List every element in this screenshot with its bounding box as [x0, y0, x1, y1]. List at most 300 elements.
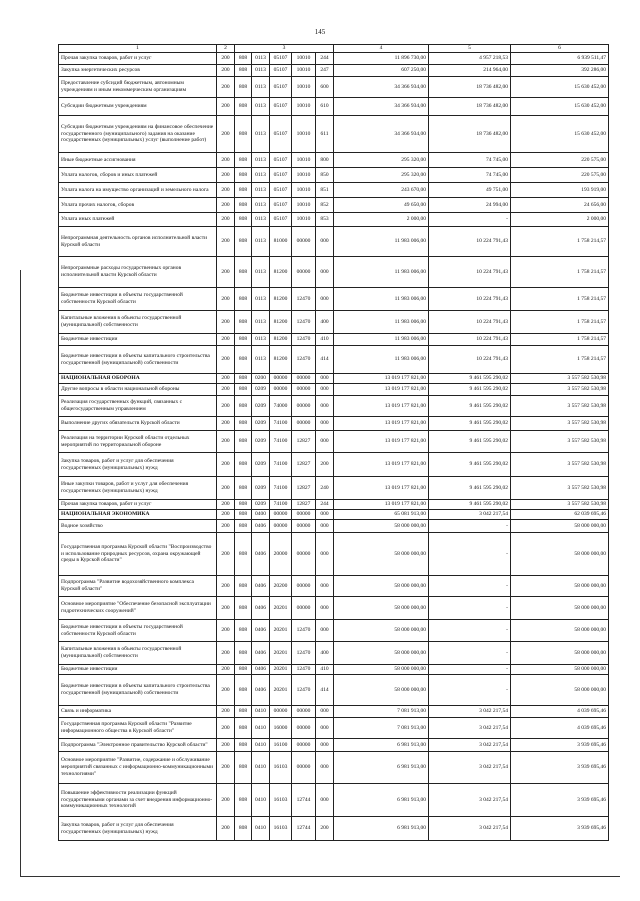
code-cell: 808 — [235, 675, 252, 706]
row-name: Основное мероприятие "Развитие, содержание и обслуживание мероприятий связанных с информационно-коммуникационными технологиями" — [59, 752, 217, 784]
row-name: Предоставление субсидий бюджетным, автономным учреждениям и иным некоммерческим организациям — [59, 77, 217, 98]
table-row — [59, 396, 609, 417]
amount-cell: 11 983 006,00 — [334, 288, 429, 311]
table-row — [59, 116, 609, 153]
code-cell: 200 — [217, 53, 235, 65]
table-body — [59, 53, 609, 841]
table-row — [59, 311, 609, 334]
code-cell: 16103 — [270, 817, 292, 841]
amount-cell: 220 575,00 — [511, 168, 609, 183]
code-cell: 200 — [217, 500, 235, 510]
code-cell: 0113 — [252, 198, 270, 213]
amount-cell: 6 939 511,47 — [511, 53, 609, 65]
amount-cell: - — [429, 675, 511, 706]
code-cell: 12470 — [292, 675, 316, 706]
code-cell: 81000 — [270, 227, 292, 257]
table-row — [59, 98, 609, 116]
table-row — [59, 288, 609, 311]
amount-cell: - — [429, 213, 511, 227]
code-cell: 600 — [316, 77, 334, 98]
row-name: Субсидии бюджетным учреждениям — [59, 98, 217, 116]
amount-cell: 3 042 217,54 — [429, 706, 511, 718]
code-cell: 16100 — [270, 739, 292, 752]
code-cell: 808 — [235, 718, 252, 739]
code-cell: 808 — [235, 227, 252, 257]
code-cell: 808 — [235, 384, 252, 396]
code-cell: 808 — [235, 53, 252, 65]
code-cell: 414 — [316, 675, 334, 706]
amount-cell: - — [429, 642, 511, 665]
amount-cell: 10 224 791,43 — [429, 257, 511, 288]
code-cell: 0209 — [252, 417, 270, 431]
code-cell: 808 — [235, 453, 252, 477]
code-cell: 808 — [235, 334, 252, 346]
row-name: Связь и информатика — [59, 706, 217, 718]
amount-cell: 58 000 000,00 — [511, 576, 609, 597]
code-cell: 00000 — [270, 374, 292, 384]
code-cell: 0209 — [252, 453, 270, 477]
code-cell: 853 — [316, 213, 334, 227]
code-cell: 0406 — [252, 533, 270, 576]
amount-cell: 15 630 452,00 — [511, 98, 609, 116]
code-cell: 12470 — [292, 620, 316, 642]
code-cell: 00000 — [292, 257, 316, 288]
amount-cell: 15 630 452,00 — [511, 77, 609, 98]
table-row — [59, 784, 609, 817]
code-cell: 414 — [316, 346, 334, 374]
code-cell: 74100 — [270, 500, 292, 510]
code-cell: 00000 — [292, 752, 316, 784]
code-cell: 0410 — [252, 817, 270, 841]
row-name: Капитальные вложения в объекты государственной (муниципальной) собственности — [59, 311, 217, 334]
amount-cell: 3 557 582 530,98 — [511, 417, 609, 431]
code-cell: 808 — [235, 98, 252, 116]
table-row — [59, 153, 609, 168]
code-cell: 200 — [217, 784, 235, 817]
amount-cell: 13 019 177 821,00 — [334, 453, 429, 477]
code-cell: 000 — [316, 431, 334, 453]
header-cell: 6 — [511, 45, 609, 53]
amount-cell: 34 366 934,00 — [334, 98, 429, 116]
amount-cell: 24 994,00 — [429, 198, 511, 213]
table-row — [59, 431, 609, 453]
amount-cell: 3 557 582 530,98 — [511, 500, 609, 510]
code-cell: 000 — [316, 288, 334, 311]
code-cell: 808 — [235, 520, 252, 533]
code-cell: 05107 — [270, 116, 292, 153]
table-row — [59, 65, 609, 77]
page-number: 145 — [314, 28, 326, 36]
code-cell: 00000 — [292, 510, 316, 520]
amount-cell: 34 366 934,00 — [334, 116, 429, 153]
code-cell: 0113 — [252, 153, 270, 168]
code-cell: 10010 — [292, 198, 316, 213]
table-row — [59, 675, 609, 706]
code-cell: 0113 — [252, 168, 270, 183]
code-cell: 12470 — [292, 665, 316, 675]
row-name: НАЦИОНАЛЬНАЯ ЭКОНОМИКА — [59, 510, 217, 520]
header-row — [59, 45, 609, 53]
code-cell: 200 — [217, 620, 235, 642]
code-cell: 0406 — [252, 576, 270, 597]
code-cell: 808 — [235, 77, 252, 98]
amount-cell: 193 919,00 — [511, 183, 609, 198]
code-cell: 0406 — [252, 597, 270, 620]
code-cell: 10010 — [292, 116, 316, 153]
code-cell: 0113 — [252, 288, 270, 311]
code-cell: 808 — [235, 642, 252, 665]
code-cell: 0400 — [252, 510, 270, 520]
table-row — [59, 510, 609, 520]
code-cell: 410 — [316, 334, 334, 346]
amount-cell: 13 019 177 821,00 — [334, 431, 429, 453]
code-cell: 81200 — [270, 257, 292, 288]
row-name: Подпрограмма "Развитие водохозяйственного комплекса Курской области" — [59, 576, 217, 597]
table-row — [59, 334, 609, 346]
amount-cell: 3 042 217,54 — [429, 817, 511, 841]
code-cell: 12827 — [292, 453, 316, 477]
code-cell: 200 — [217, 257, 235, 288]
code-cell: 200 — [217, 77, 235, 98]
code-cell: 200 — [217, 510, 235, 520]
code-cell: 000 — [316, 520, 334, 533]
amount-cell: 13 019 177 821,00 — [334, 417, 429, 431]
amount-cell: 4 039 695,46 — [511, 706, 609, 718]
row-name: Иные бюджетные ассигнования — [59, 153, 217, 168]
amount-cell: 65 081 913,00 — [334, 510, 429, 520]
amount-cell: 58 000 000,00 — [511, 597, 609, 620]
header-cell: 3 — [235, 45, 334, 53]
code-cell: 200 — [217, 817, 235, 841]
left-edge-line — [20, 270, 21, 877]
amount-cell: 58 000 000,00 — [334, 642, 429, 665]
amount-cell: 6 981 913,00 — [334, 817, 429, 841]
table-row — [59, 739, 609, 752]
row-name: Бюджетные инвестиции — [59, 665, 217, 675]
code-cell: 12470 — [292, 334, 316, 346]
code-cell: 000 — [316, 533, 334, 576]
amount-cell: 58 000 000,00 — [334, 597, 429, 620]
amount-cell: 10 224 791,43 — [429, 227, 511, 257]
header-cell: 2 — [217, 45, 235, 53]
amount-cell: - — [429, 665, 511, 675]
amount-cell: 9 461 595 290,02 — [429, 431, 511, 453]
amount-cell: 11 983 006,00 — [334, 311, 429, 334]
code-cell: 0113 — [252, 311, 270, 334]
code-cell: 200 — [217, 417, 235, 431]
table-row — [59, 213, 609, 227]
amount-cell: 10 224 791,43 — [429, 288, 511, 311]
row-name: Уплата прочих налогов, сборов — [59, 198, 217, 213]
amount-cell: 9 461 595 290,02 — [429, 374, 511, 384]
amount-cell: 2 000,00 — [334, 213, 429, 227]
code-cell: 16103 — [270, 784, 292, 817]
code-cell: 05107 — [270, 77, 292, 98]
amount-cell: 607 250,00 — [334, 65, 429, 77]
code-cell: 05107 — [270, 168, 292, 183]
code-cell: 00000 — [292, 718, 316, 739]
amount-cell: 6 981 913,00 — [334, 752, 429, 784]
code-cell: 000 — [316, 752, 334, 784]
code-cell: 200 — [217, 665, 235, 675]
code-cell: 200 — [217, 384, 235, 396]
code-cell: 20201 — [270, 642, 292, 665]
row-name: Реализация государственных функций, связанных с общегосударственным управлением — [59, 396, 217, 417]
amount-cell: 1 758 214,57 — [511, 257, 609, 288]
code-cell: 12744 — [292, 817, 316, 841]
code-cell: 74100 — [270, 431, 292, 453]
amount-cell: 58 000 000,00 — [334, 675, 429, 706]
row-name: Непрограммная деятельность органов исполнительной власти Курской области — [59, 227, 217, 257]
table-row — [59, 168, 609, 183]
code-cell: 12744 — [292, 784, 316, 817]
code-cell: 12470 — [292, 311, 316, 334]
table-row — [59, 642, 609, 665]
amount-cell: 295 320,00 — [334, 153, 429, 168]
amount-cell: 49 751,00 — [429, 183, 511, 198]
code-cell: 05107 — [270, 198, 292, 213]
code-cell: 808 — [235, 311, 252, 334]
amount-cell: 11 983 006,00 — [334, 346, 429, 374]
amount-cell: 7 081 913,00 — [334, 706, 429, 718]
amount-cell: 9 461 595 290,02 — [429, 417, 511, 431]
code-cell: 0200 — [252, 374, 270, 384]
amount-cell: 24 656,00 — [511, 198, 609, 213]
code-cell: 0209 — [252, 396, 270, 417]
row-name: Выполнение других обязательств Курской области — [59, 417, 217, 431]
code-cell: 00000 — [292, 706, 316, 718]
amount-cell: 74 745,00 — [429, 168, 511, 183]
code-cell: 0209 — [252, 477, 270, 500]
table-row — [59, 477, 609, 500]
amount-cell: 34 366 934,00 — [334, 77, 429, 98]
amount-cell: - — [429, 576, 511, 597]
code-cell: 808 — [235, 533, 252, 576]
code-cell: 12827 — [292, 477, 316, 500]
code-cell: 000 — [316, 510, 334, 520]
code-cell: 808 — [235, 153, 252, 168]
table-row — [59, 257, 609, 288]
header-cell: 4 — [334, 45, 429, 53]
code-cell: 0410 — [252, 784, 270, 817]
amount-cell: 13 019 177 821,00 — [334, 477, 429, 500]
code-cell: 20201 — [270, 597, 292, 620]
amount-cell: 392 286,00 — [511, 65, 609, 77]
code-cell: 808 — [235, 374, 252, 384]
amount-cell: 4 039 695,46 — [511, 718, 609, 739]
code-cell: 200 — [217, 227, 235, 257]
code-cell: 00000 — [292, 227, 316, 257]
amount-cell: 10 224 791,43 — [429, 334, 511, 346]
code-cell: 05107 — [270, 65, 292, 77]
table-row — [59, 620, 609, 642]
code-cell: 00000 — [292, 520, 316, 533]
code-cell: 200 — [217, 520, 235, 533]
code-cell: 247 — [316, 65, 334, 77]
code-cell: 400 — [316, 642, 334, 665]
code-cell: 808 — [235, 396, 252, 417]
code-cell: 200 — [217, 346, 235, 374]
amount-cell: 11 896 730,00 — [334, 53, 429, 65]
row-name: Бюджетные инвестиции в объекты капитального строительства государственной (муниципальной) собственности — [59, 346, 217, 374]
amount-cell: 6 981 913,00 — [334, 739, 429, 752]
code-cell: 00000 — [270, 384, 292, 396]
row-name: Уплата налогов, сборов и иных платежей — [59, 168, 217, 183]
row-name: НАЦИОНАЛЬНАЯ ОБОРОНА — [59, 374, 217, 384]
code-cell: 200 — [217, 396, 235, 417]
amount-cell: 13 019 177 821,00 — [334, 396, 429, 417]
code-cell: 610 — [316, 98, 334, 116]
amount-cell: 15 630 452,00 — [511, 116, 609, 153]
code-cell: 10010 — [292, 98, 316, 116]
code-cell: 0410 — [252, 752, 270, 784]
code-cell: 0113 — [252, 334, 270, 346]
code-cell: 0406 — [252, 665, 270, 675]
code-cell: 200 — [217, 183, 235, 198]
code-cell: 808 — [235, 288, 252, 311]
table-row — [59, 576, 609, 597]
code-cell: 0113 — [252, 183, 270, 198]
amount-cell: 3 042 217,54 — [429, 739, 511, 752]
amount-cell: 13 019 177 821,00 — [334, 500, 429, 510]
amount-cell: 3 557 582 530,98 — [511, 384, 609, 396]
amount-cell: 3 557 582 530,98 — [511, 374, 609, 384]
amount-cell: 11 983 006,00 — [334, 227, 429, 257]
code-cell: 0410 — [252, 706, 270, 718]
code-cell: 200 — [217, 752, 235, 784]
row-name: Капитальные вложения в объекты государственной (муниципальной) собственности — [59, 642, 217, 665]
code-cell: 000 — [316, 576, 334, 597]
code-cell: 808 — [235, 213, 252, 227]
code-cell: 808 — [235, 198, 252, 213]
code-cell: 200 — [217, 288, 235, 311]
amount-cell: 62 039 695,46 — [511, 510, 609, 520]
code-cell: 000 — [316, 384, 334, 396]
row-name: Уплата налога на имущество организаций и земельного налога — [59, 183, 217, 198]
table-row — [59, 520, 609, 533]
code-cell: 00000 — [292, 597, 316, 620]
code-cell: 0113 — [252, 65, 270, 77]
table-row — [59, 453, 609, 477]
code-cell: 00000 — [292, 533, 316, 576]
row-name: Закупка товаров, работ и услуг для обеспечения государственных (муниципальных) нужд — [59, 817, 217, 841]
amount-cell: 3 557 582 530,98 — [511, 431, 609, 453]
amount-cell: 3 557 582 530,98 — [511, 453, 609, 477]
row-name: Закупка товаров, работ и услуг для обеспечения государственных (муниципальных) нужд — [59, 453, 217, 477]
code-cell: 20200 — [270, 576, 292, 597]
code-cell: 400 — [316, 311, 334, 334]
code-cell: 74100 — [270, 477, 292, 500]
amount-cell: 1 758 214,57 — [511, 288, 609, 311]
code-cell: 808 — [235, 784, 252, 817]
row-name: Водное хозяйство — [59, 520, 217, 533]
code-cell: 808 — [235, 739, 252, 752]
code-cell: 200 — [217, 431, 235, 453]
amount-cell: 220 575,00 — [511, 153, 609, 168]
code-cell: 20201 — [270, 665, 292, 675]
code-cell: 0406 — [252, 620, 270, 642]
code-cell: 81200 — [270, 346, 292, 374]
amount-cell: 58 000 000,00 — [511, 520, 609, 533]
amount-cell: 58 000 000,00 — [334, 576, 429, 597]
code-cell: 808 — [235, 116, 252, 153]
code-cell: 000 — [316, 718, 334, 739]
code-cell: 00000 — [270, 510, 292, 520]
code-cell: 000 — [316, 374, 334, 384]
code-cell: 000 — [316, 396, 334, 417]
amount-cell: 10 224 791,43 — [429, 311, 511, 334]
code-cell: 12827 — [292, 431, 316, 453]
code-cell: 808 — [235, 620, 252, 642]
amount-cell: 9 461 595 290,02 — [429, 453, 511, 477]
code-cell: 611 — [316, 116, 334, 153]
bottom-divider — [20, 876, 620, 877]
code-cell: 200 — [316, 453, 334, 477]
code-cell: 200 — [217, 739, 235, 752]
code-cell: 200 — [217, 311, 235, 334]
amount-cell: 58 000 000,00 — [334, 665, 429, 675]
row-name: Реализация на территории Курской области отдельных мероприятий по территориальной обороне — [59, 431, 217, 453]
table-row — [59, 346, 609, 374]
code-cell: 000 — [316, 417, 334, 431]
budget-table — [58, 44, 609, 841]
amount-cell: 295 320,00 — [334, 168, 429, 183]
code-cell: 808 — [235, 65, 252, 77]
code-cell: 00000 — [270, 520, 292, 533]
code-cell: 10010 — [292, 183, 316, 198]
code-cell: 00000 — [270, 706, 292, 718]
code-cell: 000 — [316, 620, 334, 642]
amount-cell: 7 081 913,00 — [334, 718, 429, 739]
amount-cell: 3 042 217,54 — [429, 510, 511, 520]
code-cell: 200 — [217, 65, 235, 77]
code-cell: 16000 — [270, 718, 292, 739]
code-cell: 0406 — [252, 675, 270, 706]
code-cell: 10010 — [292, 77, 316, 98]
code-cell: 808 — [235, 817, 252, 841]
code-cell: 808 — [235, 431, 252, 453]
code-cell: 00000 — [292, 374, 316, 384]
code-cell: 74000 — [270, 396, 292, 417]
code-cell: 808 — [235, 597, 252, 620]
row-name: Бюджетные инвестиции — [59, 334, 217, 346]
code-cell: 200 — [217, 98, 235, 116]
code-cell: 808 — [235, 257, 252, 288]
code-cell: 808 — [235, 346, 252, 374]
code-cell: 12827 — [292, 500, 316, 510]
code-cell: 850 — [316, 168, 334, 183]
table-row — [59, 198, 609, 213]
code-cell: 808 — [235, 752, 252, 784]
amount-cell: 58 000 000,00 — [334, 520, 429, 533]
code-cell: 12470 — [292, 642, 316, 665]
row-name: Бюджетные инвестиции в объекты государственной собственности Курской области — [59, 620, 217, 642]
code-cell: 808 — [235, 706, 252, 718]
code-cell: 851 — [316, 183, 334, 198]
amount-cell: - — [429, 620, 511, 642]
table-row — [59, 665, 609, 675]
amount-cell: - — [429, 597, 511, 620]
amount-cell: 3 557 582 530,98 — [511, 477, 609, 500]
code-cell: 12470 — [292, 346, 316, 374]
code-cell: 200 — [217, 168, 235, 183]
code-cell: 200 — [217, 576, 235, 597]
code-cell: 200 — [217, 116, 235, 153]
code-cell: 00000 — [292, 396, 316, 417]
code-cell: 0113 — [252, 53, 270, 65]
table-row — [59, 533, 609, 576]
amount-cell: 3 939 695,46 — [511, 784, 609, 817]
